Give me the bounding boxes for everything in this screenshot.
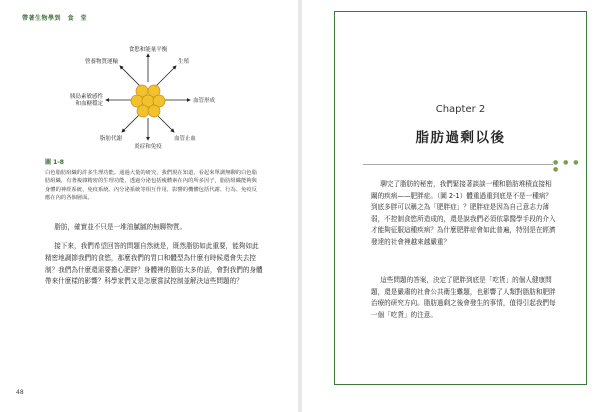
label-appetite-energy: 食慾和能量平衡 [128,47,168,53]
fat-cell [148,105,160,117]
left-page [0,0,298,412]
body-paragraph: 這些問題的答案，決定了肥胖到底是「吃貨」的個人健康問題，還是嚴肅的社會公共衛生難題，也影響了人類對脂肪和肥胖治療的研究方向。脂肪過剩之後會發生的事情，值得引起我們每一個「吃貨」的注意。 [371,276,556,319]
chapter-title: 脂肪過剩以後 [415,130,506,146]
fat-cell [137,105,149,117]
body-paragraph: 聊完了脂肪的秘密，我們緊接著談談一種和脂肪堆積直接相關的疾病——肥胖症。（圖 2-1）體重過重到底是不是一種病？到底多胖可以稱之為「肥胖症」？肥胖症是因為自己意志力薄弱，不控制食慾所造成的，還是說我們必須依靠醫學手段的介入才能夠征服這種疾病？為什麼肥胖症會如此普遍，特別是在經濟發達的社會裡越來越嚴重？ [371,180,556,246]
decorative-dots-icon: ● ● ● ● [553,159,581,173]
page-number: 48 [16,389,24,396]
title-divider [363,164,553,165]
chapter-opener-frame [334,11,587,385]
body-paragraph: 接下來，我們希望回答的問題自然就是，既然脂肪如此重要，能夠如此精密地調節我們的食慾，那麼我們的胃口和體型為什麼有時候還會失去控制？我們為什麼還需要擔心肥胖？身體裡的脂肪太多的話，會對我們的身體帶來什麼樣的影響？科學家們又是怎麼嘗試控制並解決這些問題的？ [45,242,263,286]
arrow-down-right [156,114,174,132]
figure-caption: 圖 1-8 [45,159,64,166]
fat-cell-cluster [131,85,165,117]
arrow-down-left [122,114,140,132]
figure-description: 白色脂肪組織的許多生理功能。通過大量的研究，我們現在知道，看起來單調無聊的白色脂肪組織，有著複雜精密的生理功能，透過分泌包括瘦體素在內的所多因子，脂肪組織能夠與身體的神經系統、免疫系統、內分泌系統等相互作用，影響的機體包括代謝、行為、免疫反應在內的各個層面。 [45,170,257,201]
body-paragraph: 脂肪，確實並不只是一堆油膩膩的無聊物質。 [54,223,187,231]
label-nutrient-transport: 營養物質運輸 [84,59,118,65]
right-page [302,0,600,412]
label-hemostasis: 血管止血 [174,136,197,142]
arrow-up-left [120,66,140,86]
adipose-function-diagram [68,44,218,154]
label-inflammation-immunity: 炎症和免疫 [134,144,162,150]
label-lipid-metabolism: 脂肪代謝 [99,136,122,142]
label-insulin-sensitivity: 胰島素敏感性 [69,94,103,100]
label-blood-glucose: 和血糖穩定 [75,101,103,107]
arrow-up-right [156,66,176,86]
label-reproduction: 生殖 [178,59,190,65]
running-head: 帶著生物學到 食 堂 [22,15,88,22]
label-angiogenesis: 血管形成 [193,98,216,104]
chapter-label: Chapter 2 [435,104,486,115]
